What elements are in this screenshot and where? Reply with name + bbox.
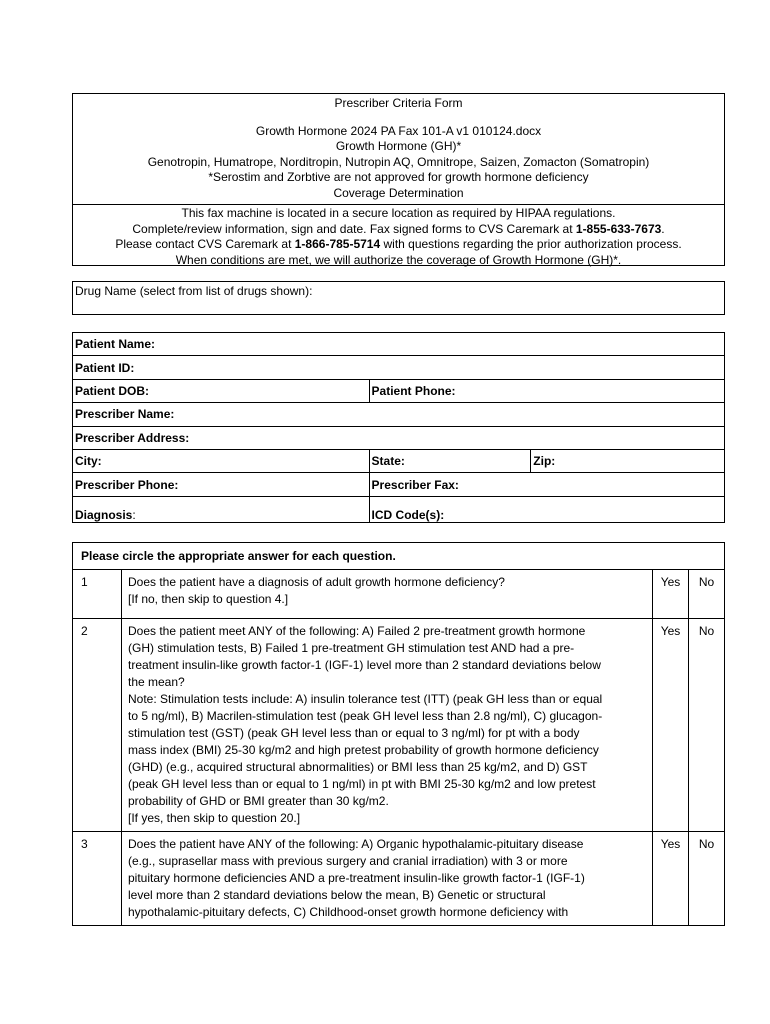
prescriber-fax-label: Prescriber Fax: [371,477,459,492]
yes-option[interactable]: Yes [653,619,689,832]
patient-name-field[interactable] [73,333,725,356]
question-line: (GH) stimulation tests, B) Failed 1 pre-treatment GH stimulation test AND had a pre- [128,641,575,655]
patient-dob-label: Patient DOB: [75,383,150,398]
question-line: Does the patient have ANY of the following: A) Organic hypothalamic-pituitary disease [128,837,584,851]
fax-number: 1-855-633-7673 [575,221,662,236]
state-label: State: [371,454,405,469]
approval-note: *Serostim and Zorbtive are not approved for growth hormone deficiency [208,170,589,184]
city-label: City: [75,454,102,469]
diagnosis-label: Diagnosis [75,507,133,522]
prescriber-address-label: Prescriber Address: [75,430,190,445]
drug-list: Genotropin, Humatrope, Norditropin, Nutropin AQ, Omnitrope, Saizen, Zomacton (Somatropin) [147,154,650,169]
drug-name-label: Drug Name (select from list of drugs shown): [75,284,313,298]
drug-name-field[interactable] [72,281,725,315]
zip-field[interactable] [531,449,725,472]
icd-code-field[interactable] [369,496,724,522]
question-line: Note: Stimulation tests include: A) insulin tolerance test (ITT) (peak GH less than or equal [128,692,603,706]
patient-info-table [72,332,725,523]
question-line: pituitary hormone deficiencies AND a pre-treatment insulin-like growth factor-1 (IGF-1) [128,871,585,885]
prescriber-phone-label: Prescriber Phone: [75,477,179,492]
patient-id-field[interactable] [73,356,725,379]
question-line: stimulation test (GST) (peak GH level less than or equal to 3 ng/ml) for pt with a body [128,726,580,740]
question-number: 3 [73,832,122,926]
patient-id-label: Patient ID: [75,360,135,375]
notice-line-2-end: . [661,221,665,236]
question-row [73,570,725,619]
question-row [73,619,725,832]
question-row [73,832,725,926]
patient-phone-label: Patient Phone: [371,383,456,398]
question-text [122,619,653,832]
notice-line-3-text: Please contact CVS Caremark at [115,237,295,251]
city-field[interactable] [73,449,370,472]
question-line: (peak GH level less than or equal to 1 ng/ml) in pt with BMI 25-30 kg/m2 and low pretest [128,777,596,791]
question-instruction: Please circle the appropriate answer for each question. [73,543,725,570]
question-number: 2 [73,619,122,832]
notice-line-3 [73,237,724,253]
icd-code-label: ICD Code(s): [371,507,445,522]
no-option[interactable]: No [689,832,725,926]
header-titles [73,94,724,210]
determination-label: Coverage Determination [333,185,464,200]
question-text [122,832,653,926]
yes-option[interactable]: Yes [653,832,689,926]
questions-table [72,542,725,926]
drug-class: Growth Hormone (GH)* [335,139,462,153]
notice-line-3-end: with questions regarding the prior authorization process. [380,237,682,251]
question-line: [If no, then skip to question 4.] [128,592,289,606]
diagnosis-field[interactable] [73,496,370,522]
prescriber-phone-field[interactable] [73,473,370,496]
question-text [122,570,653,619]
form-title: Prescriber Criteria Form [334,96,463,110]
prescriber-name-label: Prescriber Name: [75,407,175,422]
patient-dob-field[interactable] [73,379,370,402]
prescriber-name-field[interactable] [73,403,725,426]
notice-line-4: When conditions are met, we will authorize the coverage of Growth Hormone (GH)*. [175,252,622,267]
fax-notice [73,204,724,265]
patient-phone-field[interactable] [369,379,724,402]
question-line: the mean? [128,675,185,689]
question-line: level more than 2 standard deviations below the mean, B) Genetic or structural [128,888,546,902]
state-field[interactable] [369,449,531,472]
no-option[interactable]: No [689,570,725,619]
question-line: [If yes, then skip to question 20.] [128,811,301,825]
notice-line-2-text: Complete/review information, sign and date. Fax signed forms to CVS Caremark at [132,221,576,236]
question-line: (e.g., suprasellar mass with previous surgery and cranial irradiation) with 3 or more [128,854,568,868]
yes-option[interactable]: Yes [653,570,689,619]
question-line: treatment insulin-like growth factor-1 (IGF-1) level more than 2 standard deviations below [128,658,601,672]
prescriber-address-field[interactable] [73,426,725,449]
question-line: to 5 ng/ml), B) Macrilen-stimulation test (peak GH level less than 2.8 ng/ml), C) glucagon- [128,709,603,723]
question-line: Does the patient have a diagnosis of adult growth hormone deficiency? [128,575,505,589]
question-number: 1 [73,570,122,619]
notice-line-1: This fax machine is located in a secure location as required by HIPAA regulations. [181,206,616,220]
question-line: (GHD) (e.g., acquired structural abnormalities) or BMI less than 25 kg/m2, and D) GST [128,760,588,774]
question-line: Does the patient meet ANY of the following: A) Failed 2 pre-treatment growth hormone [128,624,586,638]
question-line: mass index (BMI) 25-30 kg/m2 and high pretest probability of growth hormone deficiency [128,743,599,757]
notice-line-2 [73,222,724,238]
phone-number: 1-866-785-5714 [294,237,381,251]
question-line: probability of GHD or BMI greater than 30 kg/m2. [128,794,389,808]
diagnosis-colon: : [132,507,136,522]
question-line: hypothalamic-pituitary defects, C) Childhood-onset growth hormone deficiency with [128,905,569,919]
zip-label: Zip: [533,454,556,469]
patient-name-label: Patient Name: [75,337,156,352]
prescriber-fax-field[interactable] [369,473,724,496]
form-header [72,93,725,266]
no-option[interactable]: No [689,619,725,832]
document-name: Growth Hormone 2024 PA Fax 101-A v1 010124.docx [255,123,542,138]
